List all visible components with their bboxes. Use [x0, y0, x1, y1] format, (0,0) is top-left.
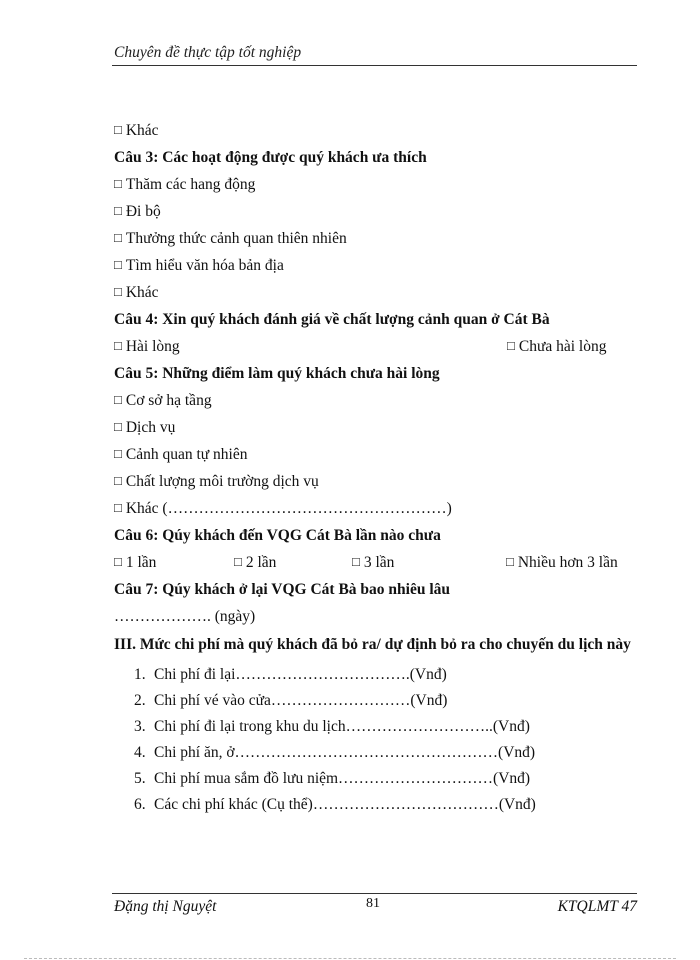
checkbox-icon[interactable]: □: [114, 554, 122, 569]
q4-options-row: [114, 336, 637, 363]
checkbox-icon[interactable]: □: [114, 284, 122, 299]
checkbox-icon[interactable]: □: [114, 203, 122, 218]
q6-option: □ 3 lần: [352, 554, 395, 571]
cost-item: 5. Chi phí mua sắm đồ lưu niệm…………………………(Vnđ): [134, 770, 531, 787]
q6-option: □ 1 lần: [114, 554, 157, 571]
page-number: 81: [366, 896, 380, 911]
q3-option: □ Tìm hiểu văn hóa bản địa: [114, 257, 284, 274]
footer-class: KTQLMT 47: [557, 898, 637, 915]
cost-item: 3. Chi phí đi lại trong khu du lịch………………………..(Vnđ): [134, 718, 530, 735]
q7-answer: ………………. (ngày): [114, 608, 256, 625]
q6-option: □ Nhiều hơn 3 lần: [506, 554, 618, 571]
question-4-title: Câu 4: Xin quý khách đánh giá về chất lượng cảnh quan ở Cát Bà: [114, 311, 550, 328]
q2-option-other: □ Khác: [114, 122, 159, 139]
cost-item: 6. Các chi phí khác (Cụ thể)………………………………(Vnđ): [134, 796, 536, 813]
checkbox-icon[interactable]: □: [114, 419, 122, 434]
checkbox-icon[interactable]: □: [114, 500, 122, 515]
checkbox-icon[interactable]: □: [114, 257, 122, 272]
page-header-title: Chuyên đề thực tập tốt nghiệp: [114, 44, 302, 61]
q3-option: □ Khác: [114, 284, 159, 301]
checkbox-icon[interactable]: □: [506, 554, 514, 569]
q5-option: □ Chất lượng môi trường dịch vụ: [114, 473, 319, 490]
checkbox-icon[interactable]: □: [114, 446, 122, 461]
question-5-title: Câu 5: Những điểm làm quý khách chưa hài lòng: [114, 365, 440, 382]
q3-option: □ Thăm các hang động: [114, 176, 256, 193]
cost-item: 2. Chi phí vé vào cửa………………………(Vnđ): [134, 692, 448, 709]
q5-option: □ Cảnh quan tự nhiên: [114, 446, 248, 463]
checkbox-icon[interactable]: □: [352, 554, 360, 569]
question-6-title: Câu 6: Qúy khách đến VQG Cát Bà lần nào chưa: [114, 527, 441, 544]
survey-content: [114, 120, 637, 820]
checkbox-icon[interactable]: □: [114, 338, 122, 353]
footer-author: Đặng thị Nguyệt: [114, 898, 217, 915]
cost-item: 1. Chi phí đi lại…………………………….(Vnđ): [134, 666, 447, 683]
q6-option: □ 2 lần: [234, 554, 277, 571]
checkbox-icon[interactable]: □: [114, 392, 122, 407]
checkbox-icon[interactable]: □: [507, 338, 515, 353]
checkbox-icon[interactable]: □: [114, 122, 122, 137]
question-7-title: Câu 7: Qúy khách ở lại VQG Cát Bà bao nhiêu lâu: [114, 581, 451, 598]
checkbox-icon[interactable]: □: [114, 230, 122, 245]
q3-option: □ Thưởng thức cảnh quan thiên nhiên: [114, 230, 347, 247]
q4-option-satisfied: □ Hài lòng: [114, 338, 180, 355]
section-3-title: III. Mức chi phí mà quý khách đã bỏ ra/ dự định bỏ ra cho chuyến du lịch này: [114, 636, 631, 653]
page-bottom-dashed-rule: [24, 958, 676, 959]
header-rule: [112, 65, 637, 66]
checkbox-icon[interactable]: □: [114, 176, 122, 191]
q5-option: □ Dịch vụ: [114, 419, 176, 436]
checkbox-icon[interactable]: □: [234, 554, 242, 569]
question-3-title: Câu 3: Các hoạt động được quý khách ưa thích: [114, 149, 427, 166]
checkbox-icon[interactable]: □: [114, 473, 122, 488]
footer-rule: [112, 893, 637, 894]
q4-option-unsatisfied: □ Chưa hài lòng: [507, 338, 607, 355]
q5-option: □ Cơ sở hạ tầng: [114, 392, 212, 409]
q6-options-row: [114, 552, 637, 579]
q5-option: □ Khác (………………………………………………): [114, 500, 452, 517]
q3-option: □ Đi bộ: [114, 203, 161, 220]
cost-item: 4. Chi phí ăn, ở……………………………………………(Vnđ): [134, 744, 536, 761]
